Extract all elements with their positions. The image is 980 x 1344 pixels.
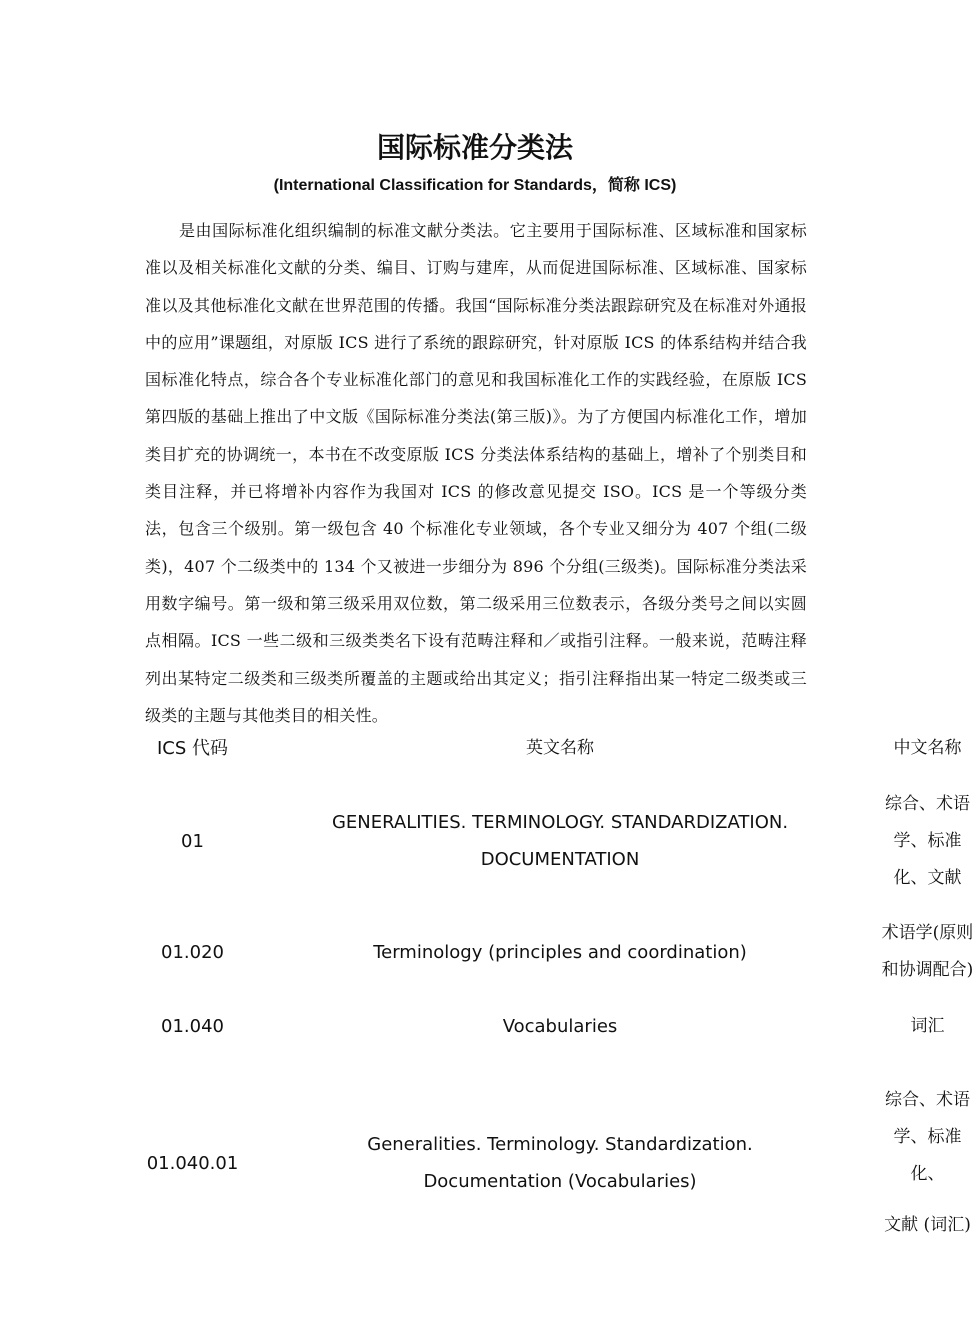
spacer [875, 1193, 980, 1207]
table-row [140, 915, 980, 989]
english-name-line: Generalities. Terminology. Standardization. [367, 1134, 753, 1155]
table-row [140, 767, 980, 915]
row-chinese-name [875, 767, 980, 915]
chinese-name-text: 术语学(原则和协调配合) [881, 923, 974, 980]
row-code: 01.020 [161, 941, 224, 963]
english-name-line: DOCUMENTATION [480, 849, 640, 870]
row-code: 01.040.01 [146, 1152, 239, 1174]
header-ics-code: ICS 代码 [156, 738, 229, 759]
header-english-name: 英文名称 [526, 738, 594, 758]
row-chinese-name [875, 1063, 980, 1263]
row-code: 01 [181, 830, 204, 852]
english-name-line: Documentation (Vocabularies) [423, 1171, 697, 1192]
chinese-name-text: 综合、术语学、标准化、文献 [885, 793, 970, 888]
intro-paragraph: 是由国际标准化组织编制的标准文献分类法。它主要用于国际标准、区域标准和国家标准以及相关标准化文献的分类、编目、订购与建库，从而促进国际标准、区域标准、国家标准以及其他标准化文献在世界范围的传播。我国“国际标准分类法跟踪研究及在标准对外通报中的应用”课题组，对原版 ICS 进行了系统的跟踪研究，针对原版 ICS 的体系结构并结合我国标准化特点，综合各个专业标准化部门的意见和我国标准化工作的实践经验，在原版 ICS 第四版的基础上推出了中文版《国际标准分类法(第三版)》。为了方便国内标准化工作，增加类目扩充的协调统一，本书在不改变原版 ICS 分类法体系结构的基础上，增补了个别类目和类目注释，并已将增补内容作为我国对 ICS 的修改意见提交 ISO。ICS 是一个等级分类法，包含三个级别。第一级包含 40 个标准化专业领域，各个专业又细分为 407 个组(二级类)，407 个二级类中的 134 个又被进一步细分为 896 个分组(三级类)。国际标准分类法采用数字编号。第一级和第三级采用双位数，第二级采用三位数表示，各级分类号之间以实圆点相隔。ICS 一些二级和三级类类名下设有范畴注释和／或指引注释。一般来说，范畴注释列出某特定二级类和三级类所覆盖的主题或给出其定义；指引注释指出某一特定二级类或三级类的主题与其他类目的相关性。 [145, 221, 807, 725]
row-code: 01.040 [161, 1015, 224, 1037]
english-name-line: GENERALITIES. TERMINOLOGY. STANDARDIZATION. [331, 812, 789, 833]
table-row [140, 1063, 980, 1263]
row-english-name [245, 1063, 875, 1263]
table-header-row [140, 730, 980, 767]
row-english-name: Vocabularies [502, 1015, 618, 1037]
row-english-name [245, 767, 875, 915]
chinese-name-text: 综合、术语学、标准化、 [885, 1090, 970, 1184]
row-chinese-name [875, 915, 980, 989]
ics-table [140, 730, 980, 1263]
chinese-name-text: 文献 (词汇) [884, 1215, 971, 1235]
row-chinese-name: 词汇 [910, 1015, 945, 1036]
document-subtitle: (International Classification for Standards，简称 ICS) [273, 177, 677, 194]
row-english-name: Terminology (principles and coordination) [373, 941, 747, 963]
document-title: 国际标准分类法 [376, 131, 573, 164]
header-chinese-name: 中文名称 [893, 738, 962, 758]
table-row [140, 989, 980, 1063]
